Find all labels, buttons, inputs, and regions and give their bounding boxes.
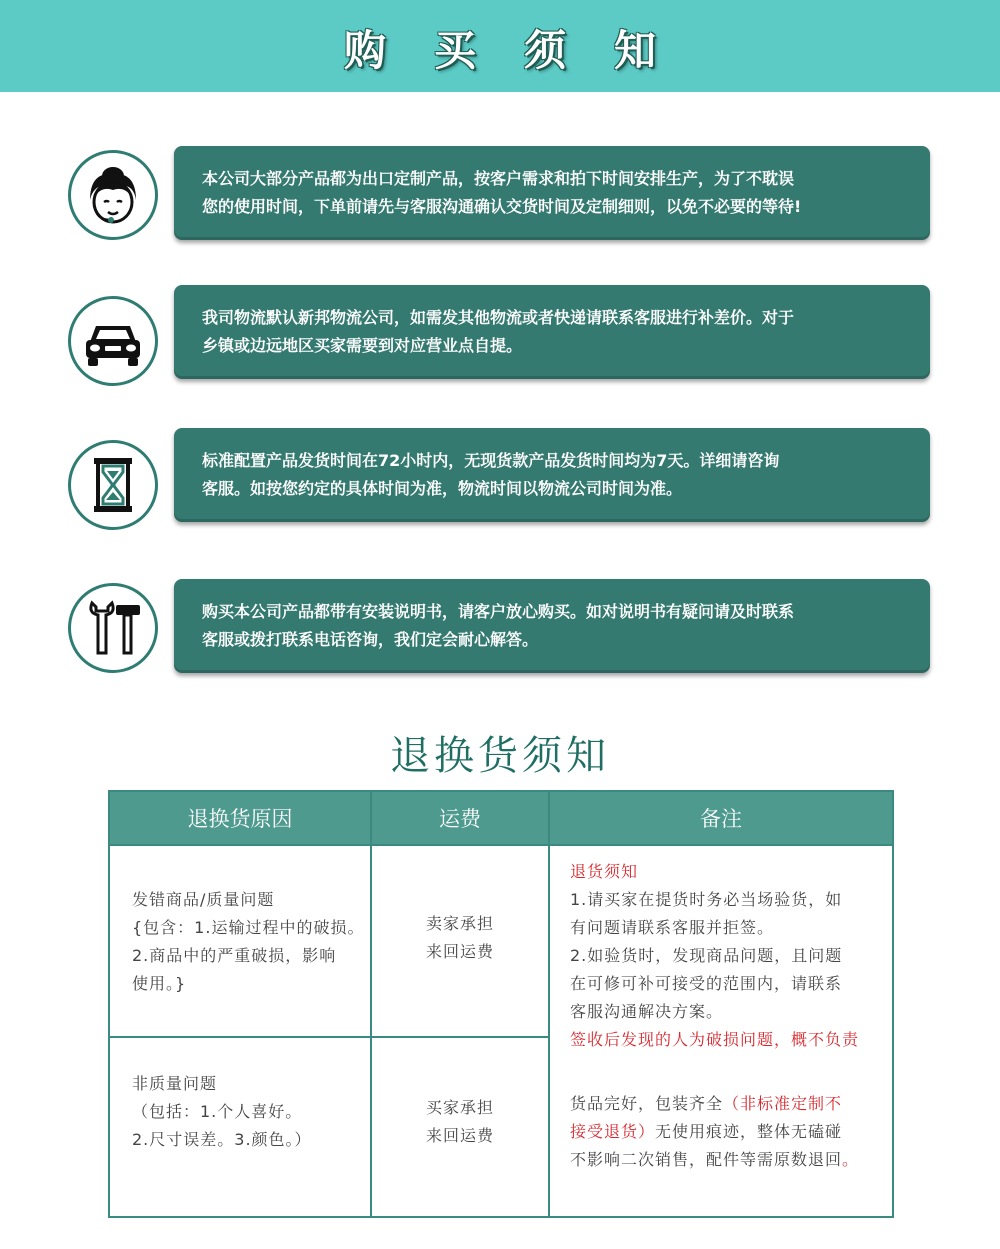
text-line: 使用。}: [132, 974, 187, 993]
car-icon: [68, 296, 158, 386]
notice-line: 您的使用时间，下单前请先与客服沟通确认交货时间及定制细则，以免不必要的等待!: [202, 197, 802, 216]
divider: [110, 1036, 548, 1038]
notice-line: 购买本公司产品都带有安装说明书，请客户放心购买。如对说明书有疑问请及时联系: [202, 602, 795, 621]
text-span: 货品完好，包装齐全: [570, 1094, 724, 1113]
divider: [370, 792, 372, 1218]
notice-row-1: [0, 150, 1000, 250]
page-title: 购买须知: [343, 26, 704, 75]
notice-box-1: [174, 146, 930, 240]
header-reason: 退换货原因: [110, 792, 370, 844]
text-span: 接受退货）: [570, 1122, 656, 1141]
text-line: 2.商品中的严重破损，影响: [132, 946, 337, 965]
text-span: 无使用痕迹，整体无磕碰: [655, 1122, 843, 1141]
text-line: 发错商品/质量问题: [132, 890, 275, 909]
text-line: 买家承担: [425, 1098, 494, 1117]
customer-service-icon: [68, 150, 158, 240]
notice-row-4: [0, 583, 1000, 683]
notice-line: 客服。如按您约定的具体时间为准，物流时间以物流公司时间为准。: [202, 479, 683, 498]
notice-line: 标准配置产品发货时间在72小时内，无现货款产品发货时间均为7天。详细请咨询: [202, 451, 780, 470]
row1-note: [570, 858, 896, 1054]
returns-table: [108, 790, 894, 1218]
notice-line: 我司物流默认新邦物流公司，如需发其他物流或者快递请联系客服进行补差价。对于: [202, 308, 795, 327]
notice-row-2: [0, 296, 1000, 396]
notice-line: 客服或拨打联系电话咨询，我们定会耐心解答。: [202, 630, 539, 649]
row1-reason: [132, 886, 368, 998]
row2-note: [570, 1090, 896, 1174]
notice-line: 乡镇或边远地区买家需要到对应营业点自提。: [202, 336, 523, 355]
text-line: （包括：1.个人喜好。: [132, 1102, 303, 1121]
note-title: 退货须知: [570, 862, 639, 881]
text-line: 2.尺寸误差。3.颜色。）: [132, 1130, 312, 1149]
notice-box-2: [174, 285, 930, 379]
text-line: 1.请买家在提货时务必当场验货，如: [570, 890, 843, 909]
notice-box-4: [174, 579, 930, 673]
notice-line: 本公司大部分产品都为出口定制产品，按客户需求和拍下时间安排生产，为了不耽误: [202, 169, 795, 188]
text-line: 卖家承担: [425, 914, 494, 933]
text-line: 来回运费: [425, 942, 494, 961]
text-span: （非标准定制不: [723, 1094, 843, 1113]
row2-fee: [372, 1094, 548, 1150]
header-fee: 运费: [372, 792, 548, 844]
hourglass-icon: [68, 440, 158, 530]
text-line: 2.如验货时，发现商品问题，且问题: [570, 946, 843, 965]
divider: [110, 844, 892, 846]
notice-row-3: [0, 440, 1000, 540]
notice-box-3: [174, 428, 930, 522]
tools-icon: [68, 583, 158, 673]
text-line: {包含：1.运输过程中的破损。: [132, 918, 365, 937]
text-span: 。: [842, 1150, 860, 1169]
row1-fee: [372, 910, 548, 966]
text-line: 来回运费: [425, 1126, 494, 1145]
divider: [548, 792, 550, 1218]
text-line: 有问题请联系客服并拒签。: [570, 918, 775, 937]
returns-title: 退换货须知: [390, 733, 610, 779]
text-span: 不影响二次销售，配件等需原数退回: [570, 1150, 843, 1169]
text-line: 非质量问题: [132, 1074, 218, 1093]
note-warning: 签收后发现的人为破损问题，概不负责: [570, 1030, 860, 1049]
header-note: 备注: [550, 792, 892, 844]
text-line: 客服沟通解决方案。: [570, 1002, 724, 1021]
row2-reason: [132, 1070, 368, 1154]
text-line: 在可修可补可接受的范围内，请联系: [570, 974, 843, 993]
